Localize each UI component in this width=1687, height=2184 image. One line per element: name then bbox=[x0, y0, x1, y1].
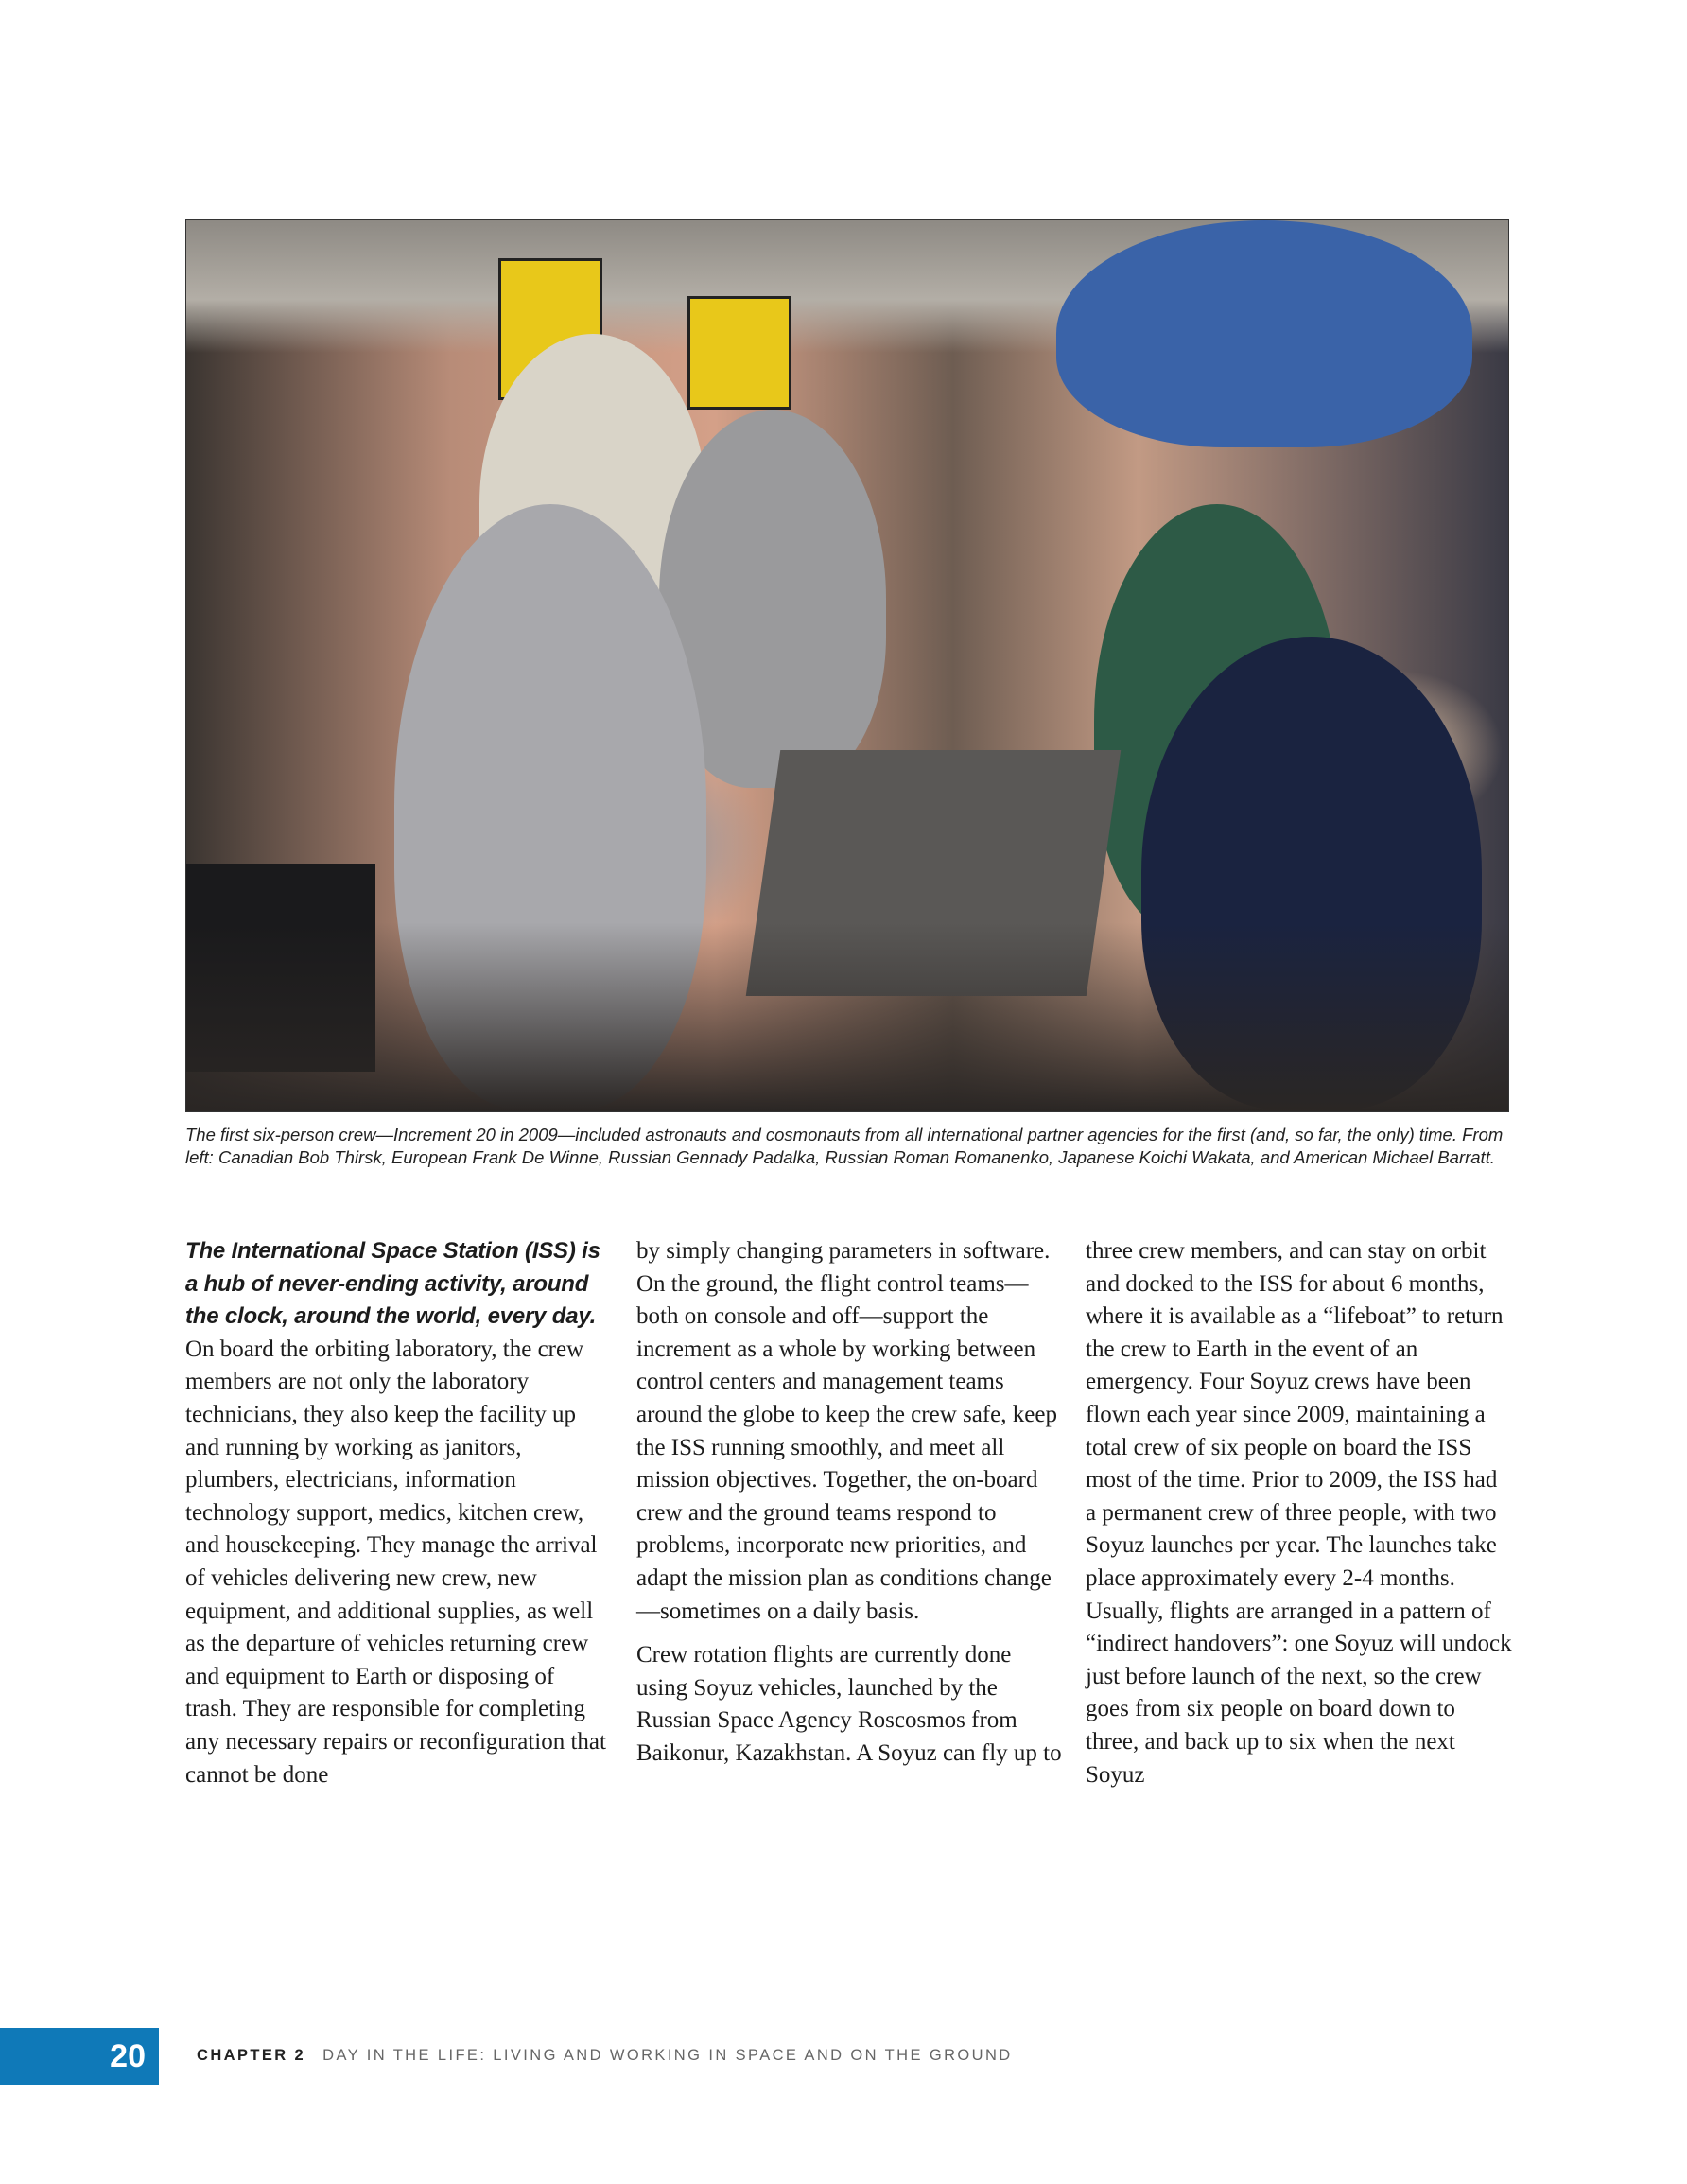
page-number-tab bbox=[0, 2028, 159, 2085]
column-1-body: On board the orbiting laboratory, the crew members are not only the laboratory technicians, they also keep the facility up and running by working as janitors, plumbers, electricians, information technology support, medics, kitchen crew, and housekeeping. They manage the arrival of vehicles delivering new crew, new equipment, and additional supplies, as well as the departure of vehicles returning crew and equipment to Earth or disposing of trash. They are responsible for completing any necessary repairs or reconfiguration that cannot be done bbox=[185, 1336, 606, 1788]
photo-caption: The first six-person crew—Increment 20 in 2009—included astronauts and cosmonauts from all international partner agencies for the first (and, so far, the only) time. From left: Canadian Bob Thirsk, European Frank De Winne, Russian Gennady Padalka, Russian Roman Romanenko, Japanese Koichi Wakata, and American Michael Barratt. bbox=[185, 1125, 1504, 1167]
footer-chapter-title: DAY IN THE LIFE: LIVING AND WORKING IN SPACE AND ON THE GROUND bbox=[322, 2047, 1013, 2064]
column-2-paragraph-2: Crew rotation flights are currently done using Soyuz vehicles, launched by the Russian Space Agency Roscosmos from Baikonur, Kazakhstan. A Soyuz can fly up to bbox=[636, 1642, 1062, 1766]
column-3-paragraph-1: three crew members, and can stay on orbit and docked to the ISS for about 6 months, where it is available as a “lifeboat” to return the crew to Earth in the event of an emergency. Four Soyuz crews have been flown each year since 2009, maintaining a total crew of six people on board the ISS most of the time. Prior to 2009, the ISS had a permanent crew of three people, with two Soyuz launches per year. The launches take place approximately every 2-4 months. Usually, flights are arranged in a pattern of “indirect handovers”: one Soyuz will undock just before launch of the next, so the crew goes from six people on board down to three, and back up to six when the next Soyuz bbox=[1086, 1238, 1512, 1788]
photo-floor bbox=[186, 922, 1508, 1111]
column-1-paragraph bbox=[185, 1235, 611, 1791]
running-footer bbox=[197, 2041, 1013, 2070]
lead-sentence: The International Space Station (ISS) is a hub of never-ending activity, around the clock, around the world, every day. bbox=[185, 1238, 600, 1330]
text-column-3 bbox=[1086, 1235, 1513, 1791]
footer-chapter-label: CHAPTER 2 bbox=[197, 2047, 306, 2064]
photo-crew-member bbox=[1056, 220, 1472, 447]
crew-photo bbox=[185, 219, 1509, 1112]
text-column-1 bbox=[185, 1235, 611, 1791]
text-column-2 bbox=[636, 1235, 1064, 1771]
photo-28000-sign bbox=[687, 296, 791, 410]
column-2-paragraph-1: by simply changing parameters in software. On the ground, the flight control teams—both on console and off—support the increment as a whole by working between control centers and management teams around the globe to keep the crew safe, keep the ISS running smoothly, and meet all mission objectives. Together, the on-board crew and the ground teams respond to problems, incorporate new priorities, and adapt the mission plan as conditions change—sometimes on a daily basis. bbox=[636, 1238, 1057, 1624]
page-number: 20 bbox=[110, 2038, 146, 2074]
